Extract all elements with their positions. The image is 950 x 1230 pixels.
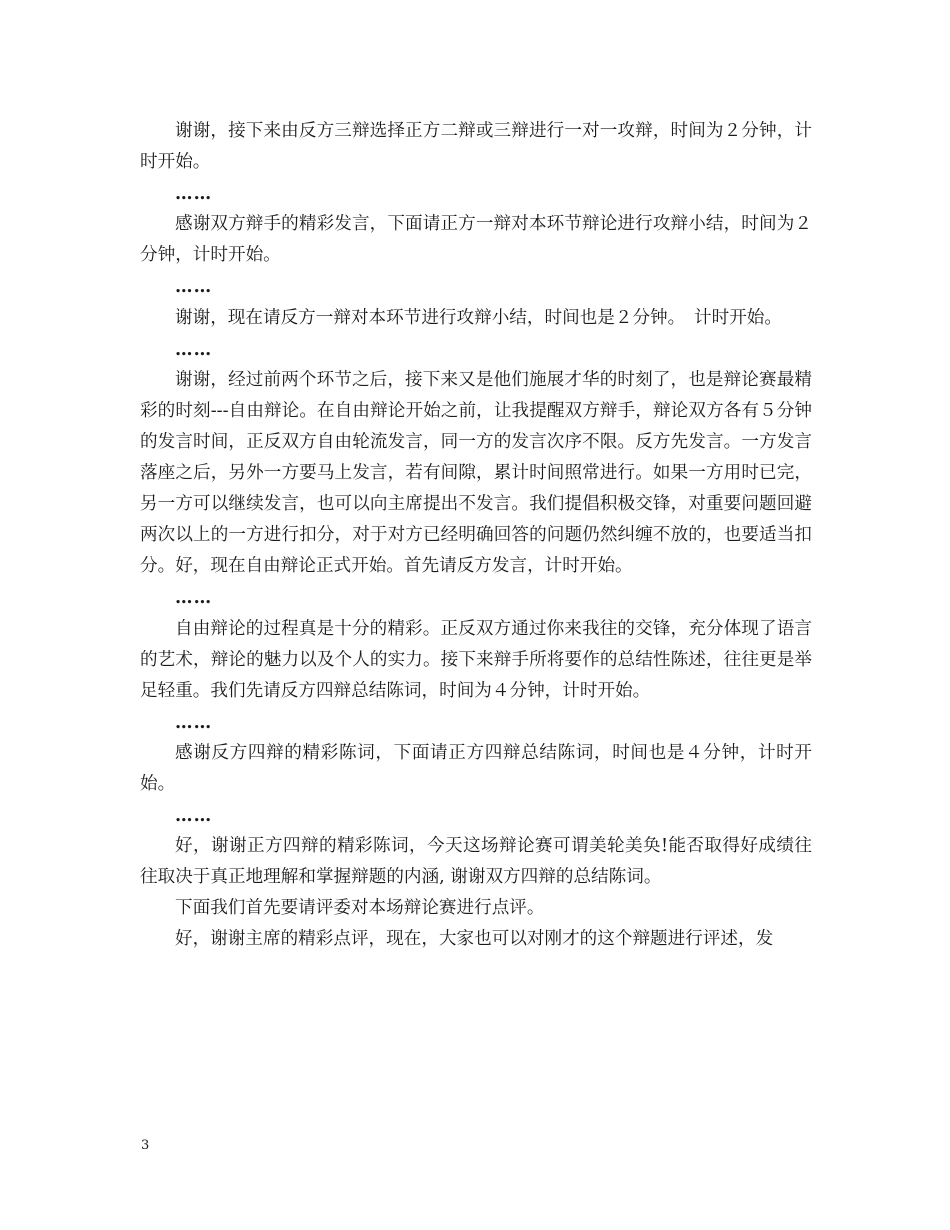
paragraph: 自由辩论的过程真是十分的精彩。正反双方通过你来我往的交锋，充分体现了语言的艺术，辩论的魅力以及个人的实力。接下来辩手所将要作的总结性陈述，往往更是举足轻重。我们先请反方四辩总结陈词，时间为４分钟，计时开始。 <box>140 618 812 701</box>
paragraph: 谢谢，经过前两个环节之后，接下来又是他们施展才华的时刻了，也是辩论赛最精彩的时刻---自由辩论。在自由辩论开始之前，让我提醒双方辩手，辩论双方各有５分钟的发言时间，正反双方自由轮流发言，同一方的发言次序不限。反方先发言。一方发言落座之后，另外一方要马上发言，若有间隙，累计时间照常进行。如果一方用时已完，另一方可以继续发言，也可以向主席提出不发言。我们提倡积极交锋，对重要问题回避两次以上的一方进行扣分，对于对方已经明确回答的问题仍然纠缠不放的，也要适当扣分。好，现在自由辩论正式开始。首先请反方发言，计时开始。 <box>140 369 812 577</box>
paragraph: 感谢反方四辩的精彩陈词，下面请正方四辩总结陈词，时间也是４分钟，计时开始。 <box>140 742 812 794</box>
paragraph: 谢谢，接下来由反方三辩选择正方二辩或三辩进行一对一攻辩，时间为２分钟，计时开始。 <box>140 121 812 173</box>
paragraph: 谢谢，现在请反方一辩对本环节进行攻辩小结，时间也是２分钟。 计时开始。 <box>175 307 782 328</box>
paragraph: 感谢双方辩手的精彩发言，下面请正方一辩对本环节辩论进行攻辩小结，时间为２分钟，计时开始。 <box>140 214 812 266</box>
ellipsis-separator: …… <box>175 587 213 609</box>
paragraph: 下面我们首先要请评委对本场辩论赛进行点评。 <box>175 898 545 919</box>
ellipsis-separator: …… <box>175 183 213 205</box>
paragraph: 好，谢谢主席的精彩点评，现在，大家也可以对刚才的这个辩题进行评述，发 <box>175 929 774 950</box>
ellipsis-separator: …… <box>175 805 213 827</box>
paragraph: 好，谢谢正方四辩的精彩陈词，今天这场辩论赛可谓美轮美奂!能否取得好成绩往往取决于真正地理解和掌握辩题的内涵, 谢谢双方四辩的总结陈词。 <box>140 836 812 888</box>
ellipsis-separator: …… <box>175 338 213 360</box>
page-number: 3 <box>141 1138 150 1153</box>
ellipsis-separator: …… <box>175 276 213 298</box>
ellipsis-separator: …… <box>175 711 213 733</box>
document-body <box>140 116 812 956</box>
